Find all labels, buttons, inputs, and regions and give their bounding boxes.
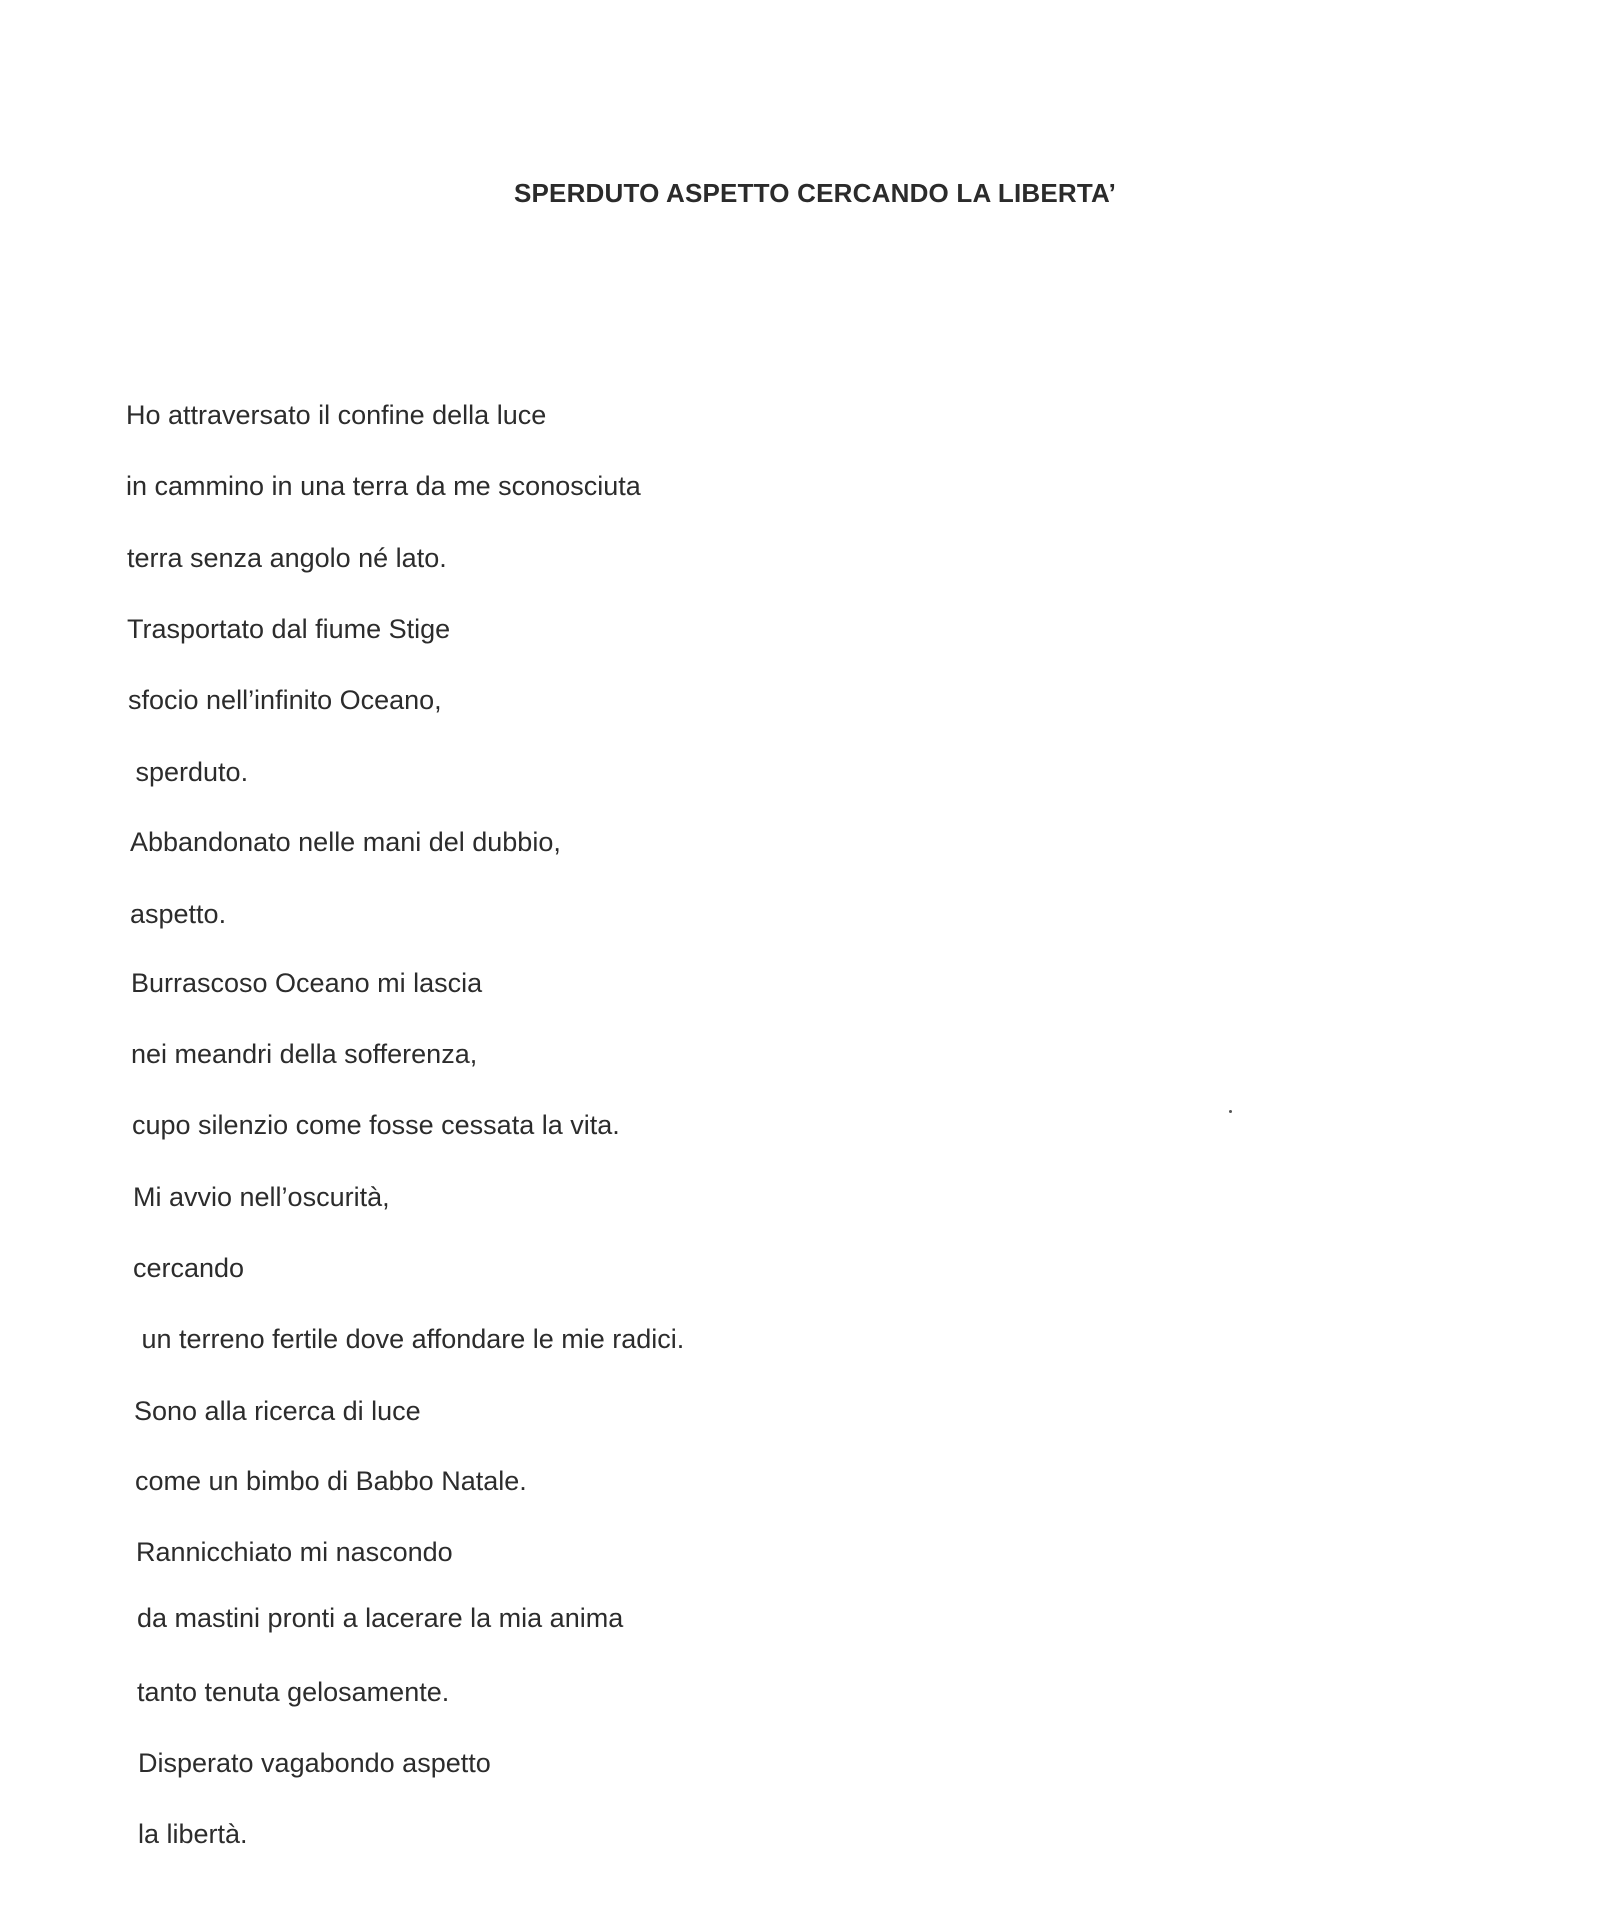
poem-line: in cammino in una terra da me sconosciuta — [126, 471, 641, 501]
poem-line: la libertà. — [138, 1819, 248, 1849]
poem-line: cupo silenzio come fosse cessata la vita. — [132, 1110, 620, 1140]
poem-line: Trasportato dal fiume Stige — [127, 614, 451, 644]
poem-line: sfocio nell’infinito Oceano, — [128, 685, 442, 715]
poem-line: un terreno fertile dove affondare le mie radici. — [134, 1324, 685, 1354]
poem-line: Sono alla ricerca di luce — [134, 1396, 421, 1426]
poem-line: Ho attraversato il confine della luce — [126, 400, 547, 430]
scan-speck — [1229, 1110, 1232, 1113]
poem-line: Mi avvio nell’oscurità, — [133, 1182, 390, 1212]
poem-line: Rannicchiato mi nascondo — [136, 1537, 453, 1567]
poem-line: aspetto. — [130, 899, 227, 929]
poem-line: da mastini pronti a lacerare la mia anima — [137, 1603, 624, 1633]
poem-title: SPERDUTO ASPETTO CERCANDO LA LIBERTA’ — [513, 178, 1117, 208]
poem-line: tanto tenuta gelosamente. — [137, 1677, 450, 1707]
poem-line: nei meandri della sofferenza, — [131, 1039, 478, 1069]
poem-line: Burrascoso Oceano mi lascia — [131, 968, 483, 998]
poem-line: come un bimbo di Babbo Natale. — [135, 1466, 527, 1496]
poem-line: sperduto. — [128, 757, 249, 787]
poem-line: terra senza angolo né lato. — [127, 543, 447, 573]
poem-line: Disperato vagabondo aspetto — [138, 1748, 491, 1778]
poem-line: cercando — [133, 1253, 245, 1283]
poem-line: Abbandonato nelle mani del dubbio, — [130, 827, 561, 857]
